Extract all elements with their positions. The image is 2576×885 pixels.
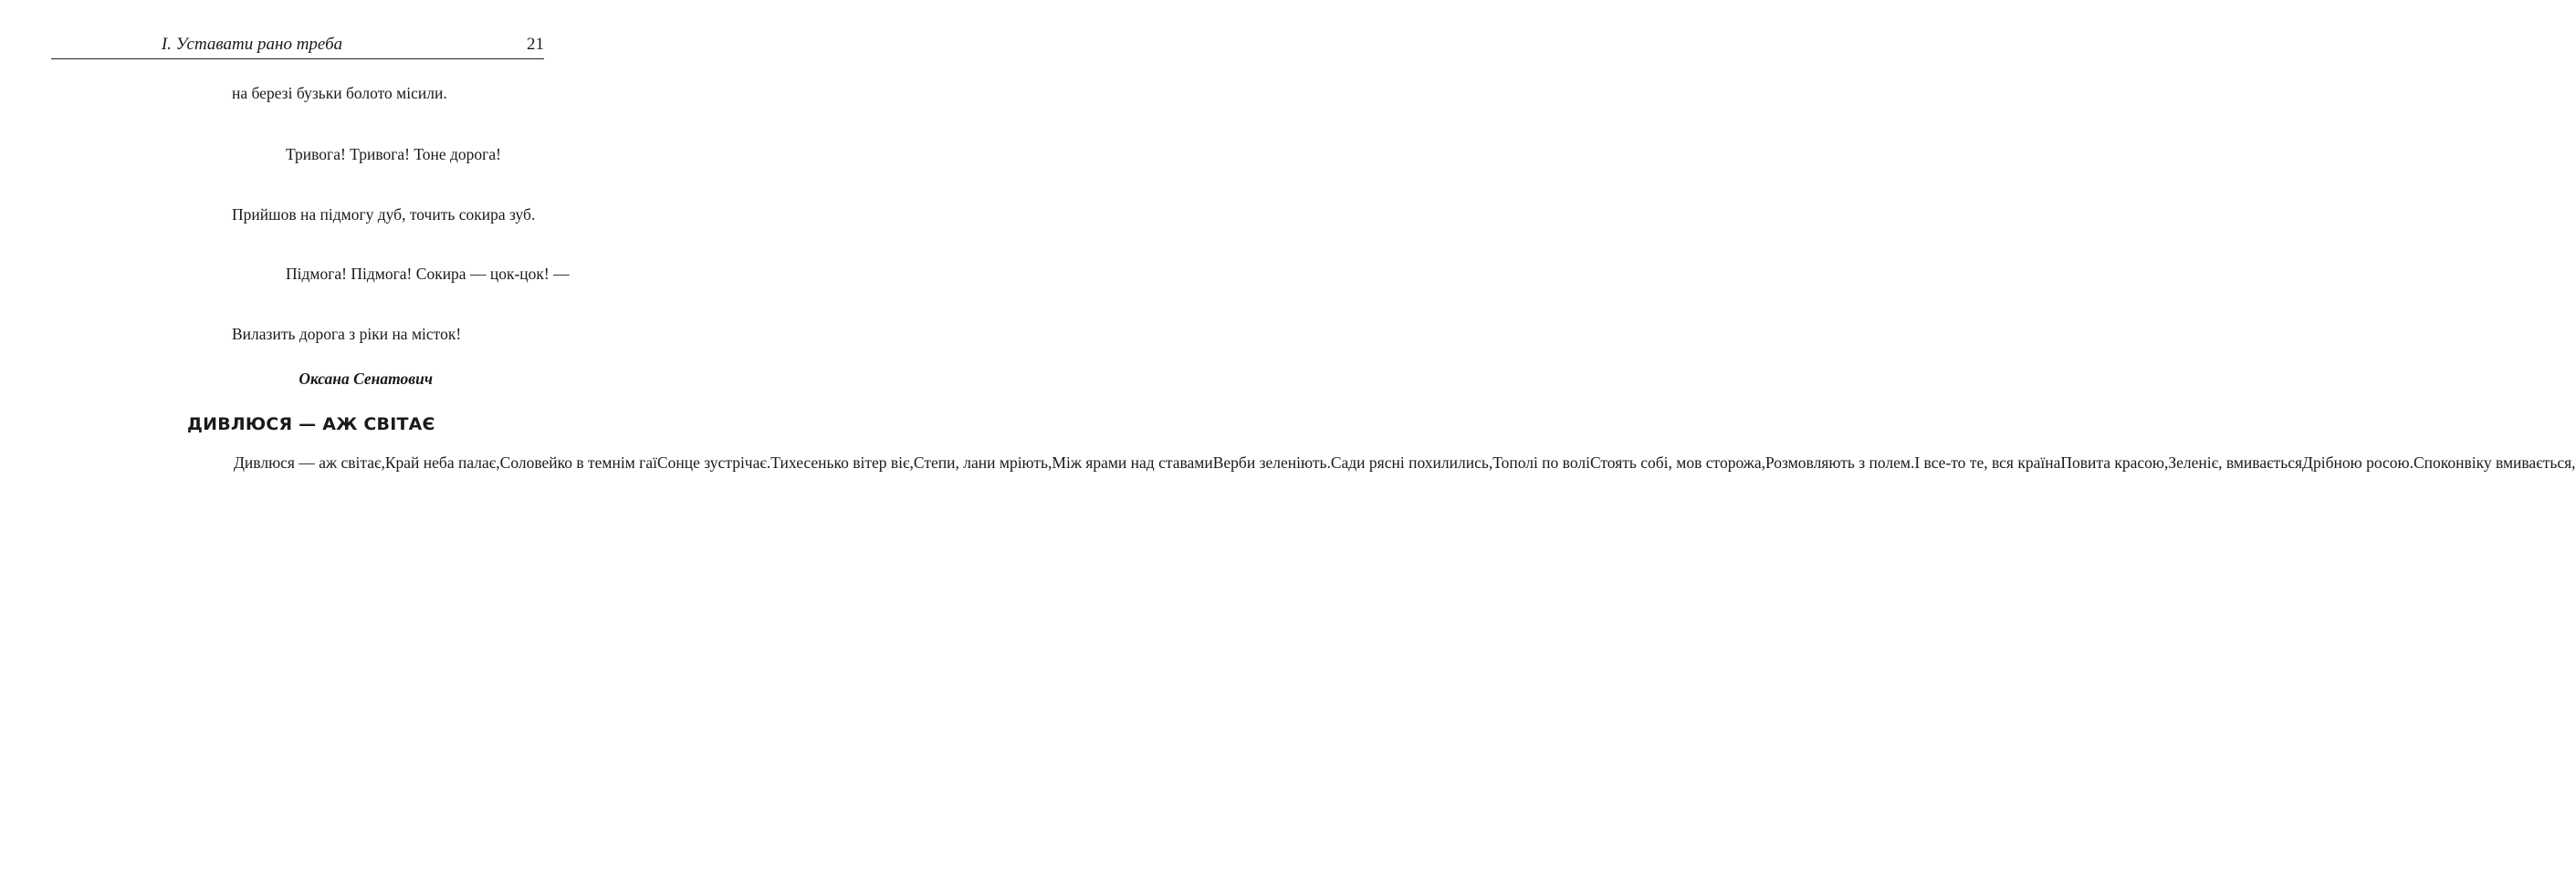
poem-line: Прийшов на підмогу дуб, <box>232 205 406 224</box>
poem-line: Тривога! Тривога! <box>286 145 410 163</box>
poem-line: точить сокира зуб. <box>409 205 536 224</box>
header-rule <box>51 58 544 59</box>
poem-line: Повита красою, <box>2060 453 2169 472</box>
poem-line: з ріки на місток! <box>349 325 462 343</box>
poem-line: болото місили. <box>345 84 447 102</box>
poem1-stanza-2 <box>286 144 501 165</box>
poem-line: Край неба палає, <box>384 453 500 472</box>
poem-line: Соловейко в темнім гаї <box>499 453 657 472</box>
poem-line: Степи, лани мріють, <box>913 453 1052 472</box>
poem-line: Верби зеленіють. <box>1212 453 1331 472</box>
poem-line: І все-то те, вся країна <box>1914 453 2061 472</box>
poem-author: Оксана Сенатович <box>298 370 433 388</box>
poem-line: Тополі по волі <box>1492 453 1590 472</box>
poem-line: Тихесенько вітер віє, <box>770 453 914 472</box>
poem-line: Стоять собі, мов сторожа, <box>1589 453 1765 472</box>
poem-line: Сади рясні похилились, <box>1330 453 1493 472</box>
poem-line: Зеленіє, вмивається <box>2168 453 2303 472</box>
poem1-stanza-5 <box>232 324 461 345</box>
poem-line: Споконвіку вмивається, <box>2413 453 2576 472</box>
running-title: I. Уставати рано треба <box>161 35 343 54</box>
poem-line: Між ярами над ставами <box>1052 453 1213 472</box>
poem-line: Сокира — цок-цок! — <box>415 265 570 283</box>
poem-line: Розмовляють з полем. <box>1765 453 1915 472</box>
poem-title: ДИВЛЮСЯ — АЖ СВІТАЄ <box>187 414 435 434</box>
poem1-stanza-4 <box>286 264 570 285</box>
page-number: 21 <box>527 35 544 54</box>
poem2-body <box>234 453 2576 474</box>
poem-line: на березі бузьки <box>232 84 342 102</box>
poem-line: Вилазить дорога <box>232 325 345 343</box>
poem-line: Сонце зустрічає. <box>656 453 771 472</box>
poem-line: Підмога! Підмога! <box>286 265 413 283</box>
poem1-stanza-1 <box>232 83 447 104</box>
poem-line: Тоне дорога! <box>414 145 501 163</box>
running-head <box>51 33 544 58</box>
poem-line: Дрібною росою. <box>2302 453 2414 472</box>
poem1-stanza-3 <box>232 204 535 225</box>
poem-line: Дивлюся — аж світає, <box>234 453 385 472</box>
